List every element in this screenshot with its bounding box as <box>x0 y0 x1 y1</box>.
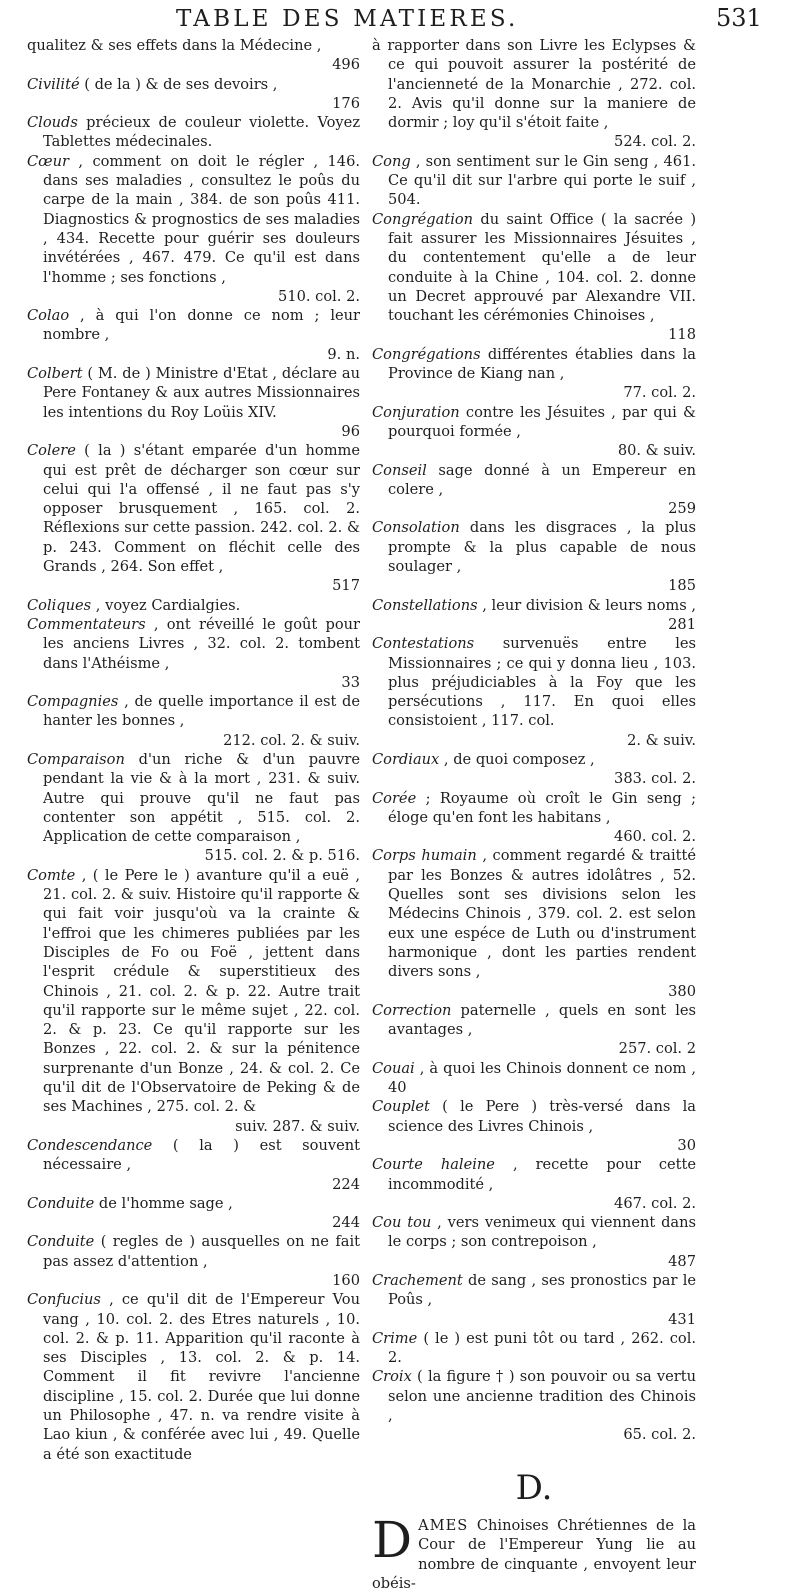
index-entry <box>372 152 696 210</box>
index-entry <box>27 441 360 595</box>
index-entry <box>372 518 696 595</box>
entry-headword: Corée <box>372 789 417 807</box>
entry-headword: Couai <box>372 1059 415 1077</box>
entry-text: , vers venimeux qui viennent dans le corps ; son contrepoison , <box>388 1214 697 1251</box>
index-entry <box>372 345 696 403</box>
entry-reference: 176 <box>332 94 360 112</box>
entry-reference: 9. n. <box>327 345 360 363</box>
index-entry <box>27 1232 360 1290</box>
index-entry <box>372 461 696 519</box>
entry-headword: Cong <box>372 152 411 170</box>
entry-text: du saint Office ( la sacrée ) fait assurer les Missionnaires Jésuites , du contentement qu'elle a de leur conduite à la Chine , 104. col. 2. donne un Decret approuvé par Alexandre VII. touchant les cérémonies Chinoises , <box>388 210 697 325</box>
entry-reference: 259 <box>668 500 696 518</box>
index-entry <box>372 750 696 789</box>
entry-reference: 33 <box>341 673 360 691</box>
entry-text: , ( le Pere le ) avanture qu'il a euë , 21. col. 2. & suiv. Histoire qu'il rapporte & qui fait voir jusqu'où va la crainte & l'effroi que les chimeres publiées par les Disciples de Fo ou Foë , jettent dans l'esprit crédule & superstitieux des Chinois , 21. col. 2. & p. 22. Autre trait qu'il rapporte sur le même sujet , 22. col. 2. & p. 23. Ce qu'il rapporte sur les Bonzes , 22. col. 2. & sur la pénitence surprenante d'un Bonze , 24. & col. 2. Ce qu'il dit de l'Observatoire de Peking & de ses Machines , 275. col. 2. & <box>43 866 360 1116</box>
entry-text: ( regles de ) ausquelles on ne fait pas assez d'attention , <box>43 1233 360 1270</box>
entry-reference: 80. & suiv. <box>617 442 696 460</box>
entry-reference: 467. col. 2. <box>614 1194 696 1212</box>
entry-headword: Congrégations <box>372 345 481 363</box>
index-entry <box>372 1329 696 1368</box>
entry-reference: 96 <box>341 422 360 440</box>
entry-headword: Comte <box>27 866 76 884</box>
entry-text: , à qui l'on donne ce nom ; leur nombre , <box>43 307 360 344</box>
entry-text: , leur division & leurs noms , <box>482 596 696 614</box>
entry-reference: 380 <box>668 982 696 1000</box>
index-entry <box>27 364 360 441</box>
running-title: TABLE DES MATIERES. <box>176 6 519 32</box>
drop-cap: D <box>372 1510 413 1569</box>
entry-text: précieux de couleur violette. Voyez Tablettes médecinales. <box>43 114 361 151</box>
entry-text: ( la ) est souvent nécessaire , <box>43 1136 361 1174</box>
entry-text: ( M. de ) Ministre d'Etat , déclare au Pere Fontaney & aux autres Missionnaires les intentions du Roy Loüis XIV. <box>43 365 361 421</box>
entry-reference: 30 <box>677 1136 696 1154</box>
entry-headword: Conduite <box>27 1233 95 1251</box>
entry-headword: Correction <box>372 1001 452 1019</box>
entry-text: sage donné à un Empereur en colere , <box>388 461 696 498</box>
entry-headword: Cœur <box>27 152 69 170</box>
entry-headword: Confucius <box>27 1291 101 1309</box>
entry-headword: Constellations <box>372 596 478 614</box>
entry-text: de l'homme sage , <box>98 1194 233 1212</box>
entry-text: à rapporter dans son Livre les Eclypses & ce qui pouvoit assurer la postérité de l'ancienneté de la Monarchie , 272. col. 2. Avis qu'il donne sur la maniere de dormir ; loy qu'il s'étoit faite , <box>372 37 696 132</box>
index-entry <box>372 789 696 847</box>
entry-headword: Crachement <box>372 1272 463 1289</box>
entry-headword: Clouds <box>27 114 78 132</box>
entry-text: , comment regardé & traitté par les Bonzes & autres idolâtres , 52. Quelles sont ses divisions selon les Médecins Chinois , 379. col. 2. est selon eux une espéce de Luth ou d'instrument harmonique , dont les parties rendent divers sons , <box>388 847 696 981</box>
entry-text: ( la ) s'étant emparée d'un homme qui est prêt de décharger son cœur sur celui qui l'a offensé , il ne faut pas s'y opposer brusquement , 165. col. 2. Réflexions sur cette passion. 242. col. 2. & p. 243. Comment on fléchit celle des Grands , 264. Son effet , <box>43 442 361 576</box>
entry-headword: Conduite <box>27 1194 95 1212</box>
entry-reference: 2. & suiv. <box>627 731 696 749</box>
entry-text: , de quoi composez , <box>443 750 595 768</box>
entry-headword: Comparaison <box>27 750 125 768</box>
entry-reference: 496 <box>332 56 360 74</box>
entry-headword: Couplet <box>372 1098 430 1116</box>
entry-text: ( le Pere ) très-versé dans la science des Livres Chinois , <box>388 1098 696 1135</box>
index-entry <box>372 403 696 461</box>
entry-text: différentes établies dans la Province de Kiang nan , <box>388 345 696 383</box>
entry-reference: 77. col. 2. <box>623 384 696 402</box>
entry-text: , ce qu'il dit de l'Empereur Vou vang , 10. col. 2. des Etres naturels , 10. col. 2. & p. 11. Apparition qu'il raconte à ses Disciples , 13. col. 2. & p. 14. Comment il fit revivre l'ancienne discipline , 15. col. 2. Durée que lui donne un Philosophe , 47. n. va rendre visite à Lao kiun , & conférée avec lui , 49. Quelle a été son exactitude <box>43 1291 360 1463</box>
entry-text: ( la figure † ) son pouvoir ou sa vertu selon une ancienne tradition des Chinois , <box>388 1368 697 1425</box>
left-column <box>27 36 360 1464</box>
entry-text: ( de la ) & de ses devoirs , <box>84 75 278 93</box>
entry-text: , son sentiment sur le Gin seng , 461. Ce qu'il dit sur l'arbre qui porte le suif , 504. <box>388 152 696 209</box>
entry-reference: 160 <box>332 1272 360 1289</box>
entry-headword: Crime <box>372 1329 418 1347</box>
index-entry <box>372 1059 696 1098</box>
entry-reference: 185 <box>668 577 696 595</box>
entry-text: ( le ) est puni tôt ou tard , 262. col. 2. <box>388 1329 696 1367</box>
index-entry <box>372 596 696 635</box>
entry-text: qualitez & ses effets dans la Médecine , <box>27 37 322 54</box>
index-entry <box>27 1290 360 1464</box>
entry-text: ; Royaume où croît le Gin seng ; éloge qu'en font les habitans , <box>388 789 697 826</box>
entry-reference: 515. col. 2. & p. 516. <box>204 847 360 865</box>
entry-headword: Courte haleine <box>372 1156 495 1174</box>
entry-reference: 65. col. 2. <box>623 1426 696 1444</box>
page-number: 531 <box>716 4 762 32</box>
entry-headword: Cordiaux <box>372 750 440 768</box>
index-entry <box>372 1097 696 1155</box>
entry-headword: Commentateurs <box>27 615 146 633</box>
entry-headword: AMES <box>418 1516 469 1534</box>
entry-text: , recette pour cette incommodité , <box>388 1156 697 1193</box>
entry-reference: 383. col. 2. <box>614 770 696 788</box>
index-entry <box>27 306 360 364</box>
entry-headword: Conjuration <box>372 403 460 421</box>
entry-text: Chinoises Chrétiennes de la Cour de l'Empereur Yung lie au nombre de cinquante , envoyent leur obéis- <box>372 1516 697 1592</box>
index-entry <box>27 36 360 75</box>
entry-headword: Corps humain <box>372 847 477 865</box>
index-entry <box>372 1155 696 1213</box>
entry-headword: Cou tou <box>372 1214 432 1232</box>
index-entry <box>372 634 696 750</box>
entry-headword: Condescendance <box>27 1136 153 1154</box>
index-entry <box>27 152 360 306</box>
index-entry <box>27 596 360 615</box>
entry-text: , de quelle importance il est de hanter les bonnes , <box>43 693 360 730</box>
index-entry <box>372 1367 696 1444</box>
index-entry <box>372 1001 696 1059</box>
entry-reference: 431 <box>668 1310 696 1328</box>
entry-headword: Civilité <box>27 75 80 93</box>
index-entry <box>27 615 360 692</box>
index-entry <box>27 866 360 1136</box>
entry-reference: 224 <box>332 1175 360 1193</box>
entry-headword: Compagnies <box>27 693 119 711</box>
entry-headword: Congrégation <box>372 210 474 228</box>
entry-reference: 524. col. 2. <box>614 133 696 151</box>
entry-text: , ont réveillé le goût pour les anciens Livres , 32. col. 2. tombent dans l'Athéisme , <box>43 615 361 672</box>
section-first-entry <box>372 1510 697 1593</box>
entry-headword: Consolation <box>372 519 460 537</box>
index-entry <box>372 1213 696 1271</box>
entry-text: paternelle , quels en sont les avantages , <box>388 1001 697 1039</box>
entry-text: contre les Jésuites , par qui & pourquoi formée , <box>388 403 696 440</box>
entry-headword: Conseil <box>372 461 427 479</box>
entry-reference: 460. col. 2. <box>614 828 696 846</box>
entry-headword: Colbert <box>27 365 83 383</box>
index-entry <box>27 1136 360 1194</box>
entry-text: survenuës entre les Missionnaires ; ce qui y donna lieu , 103. plus préjudiciables à la Foy que les persécutions , 117. En quoi elles consistoient , 117. col. <box>388 635 696 730</box>
entry-text: de sang , ses pronostics par le Poûs , <box>388 1272 696 1309</box>
entry-reference: 257. col. 2 <box>618 1040 696 1058</box>
entry-text: , comment on doit le régler , 146. dans ses maladies , consultez le poûs du carpe de la main , 384. de son poûs 411. Diagnostics & prognostics de ses maladies , 434. Recette pour guérir ses douleurs invétérées , 467. 479. Ce qu'il est dans l'homme ; ses fonctions , <box>43 152 360 286</box>
index-entry <box>27 1194 360 1233</box>
page-header <box>0 4 800 40</box>
entry-reference: 487 <box>668 1252 696 1270</box>
index-entry <box>372 210 696 345</box>
entry-reference: 510. col. 2. <box>278 287 360 305</box>
index-entry <box>372 846 696 1000</box>
entry-headword: Croix <box>372 1368 412 1386</box>
entry-reference: 517 <box>332 577 360 595</box>
entry-headword: Contestations <box>372 635 475 653</box>
entry-reference: 118 <box>668 326 696 344</box>
index-entry <box>372 1271 696 1329</box>
entry-reference: 244 <box>332 1214 360 1232</box>
entry-text: , à quoi les Chinois donnent ce nom , 40 <box>388 1059 697 1097</box>
index-entry <box>27 750 360 866</box>
entry-headword: Colao <box>27 307 70 325</box>
index-entry <box>27 75 360 114</box>
entry-text: , voyez Cardialgies. <box>95 596 241 614</box>
right-column <box>372 36 696 1593</box>
index-entry <box>372 36 696 152</box>
entry-text: dans les disgraces , la plus prompte & la plus capable de nous soulager , <box>388 519 696 576</box>
entry-reference: suiv. 287. & suiv. <box>235 1117 360 1135</box>
entry-headword: Colere <box>27 442 76 460</box>
section-letter: D. <box>515 1467 553 1508</box>
entry-text: d'un riche & d'un pauvre pendant la vie & à la mort , 231. & suiv. Autre qui prouve qu'il ne faut pas contenter son appétit , 515. col. 2. Application de cette comparaison , <box>43 750 360 846</box>
entry-reference: 212. col. 2. & suiv. <box>223 731 360 749</box>
index-entry <box>27 113 360 152</box>
index-entry <box>27 692 360 750</box>
entry-headword: Coliques <box>27 596 92 614</box>
entry-reference: 281 <box>668 615 696 633</box>
